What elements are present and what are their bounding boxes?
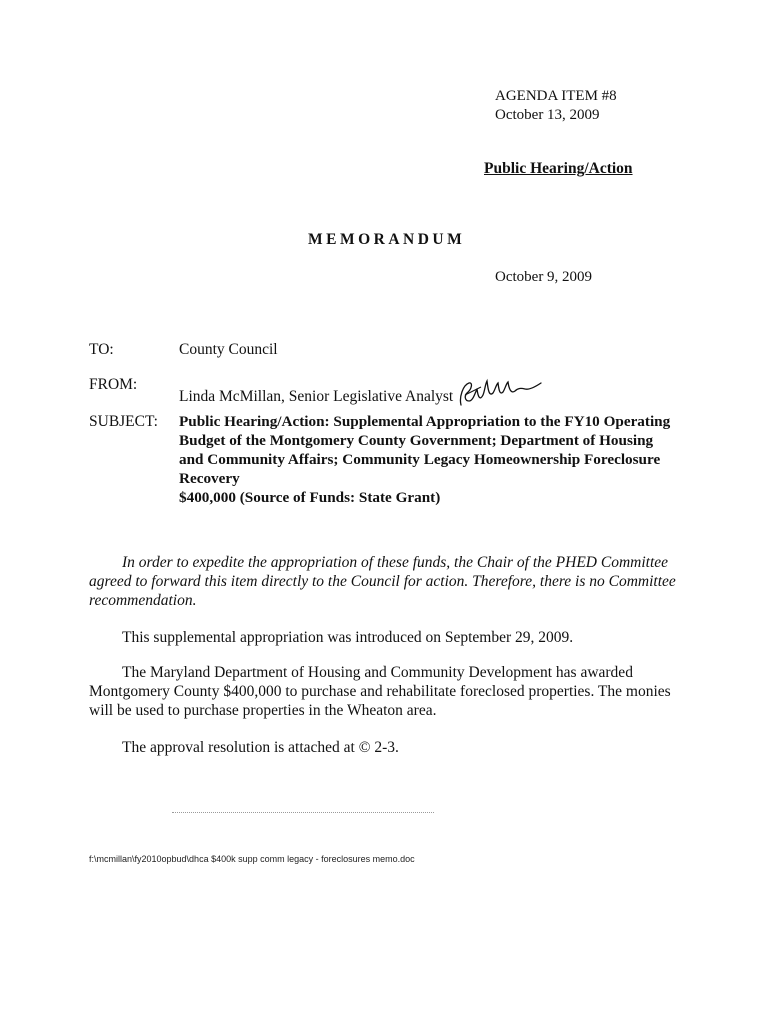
paragraph-award-text: The Maryland Department of Housing and Community Development has awarded Montgomery County $400,000 to purchase and rehabilitate foreclosed properties. The monies will be used to purchase properties in the Wheaton area. <box>89 664 671 719</box>
subject-text <box>179 412 679 507</box>
to-value: County Council <box>179 341 278 358</box>
to-label: TO: <box>89 341 114 358</box>
agenda-date: October 13, 2009 <box>495 107 600 123</box>
file-path-footer: f:\mcmillan\fy2010opbud\dhca $400k supp comm legacy - foreclosures memo.doc <box>89 854 415 864</box>
memo-title: MEMORANDUM <box>308 231 466 248</box>
signature-initials <box>455 375 547 411</box>
paragraph-award <box>89 663 679 720</box>
subject-line: Budget of the Montgomery County Government; Department of Housing <box>179 432 654 449</box>
subject-line: Public Hearing/Action: Supplemental Appropriation to the FY10 Operating <box>179 413 671 430</box>
from-value-wrap <box>179 375 547 411</box>
subject-line: Recovery <box>179 470 240 487</box>
paragraph-committee <box>89 553 679 610</box>
subject-label: SUBJECT: <box>89 413 158 430</box>
subject-line: and Community Affairs; Community Legacy Homeownership Foreclosure <box>179 451 661 468</box>
scan-artifact-line <box>172 812 434 813</box>
paragraph-resolution <box>89 738 679 757</box>
memo-date: October 9, 2009 <box>495 269 593 285</box>
paragraph-committee-text: In order to expedite the appropriation of these funds, the Chair of the PHED Committee agreed to forward this item directly to the Council for action. Therefore, there is no Committee recommendation. <box>89 554 676 609</box>
agenda-item: AGENDA ITEM #8 <box>495 88 617 104</box>
from-label: FROM: <box>89 376 138 393</box>
paragraph-resolution-text: The approval resolution is attached at © 2-3. <box>122 739 399 756</box>
subject-line: $400,000 (Source of Funds: State Grant) <box>179 489 441 506</box>
paragraph-introduced-text: This supplemental appropriation was introduced on September 29, 2009. <box>122 629 574 646</box>
paragraph-introduced <box>89 628 679 647</box>
action-type: Public Hearing/Action <box>484 160 633 177</box>
from-value: Linda McMillan, Senior Legislative Analyst <box>179 388 454 405</box>
agenda-block <box>495 87 617 125</box>
